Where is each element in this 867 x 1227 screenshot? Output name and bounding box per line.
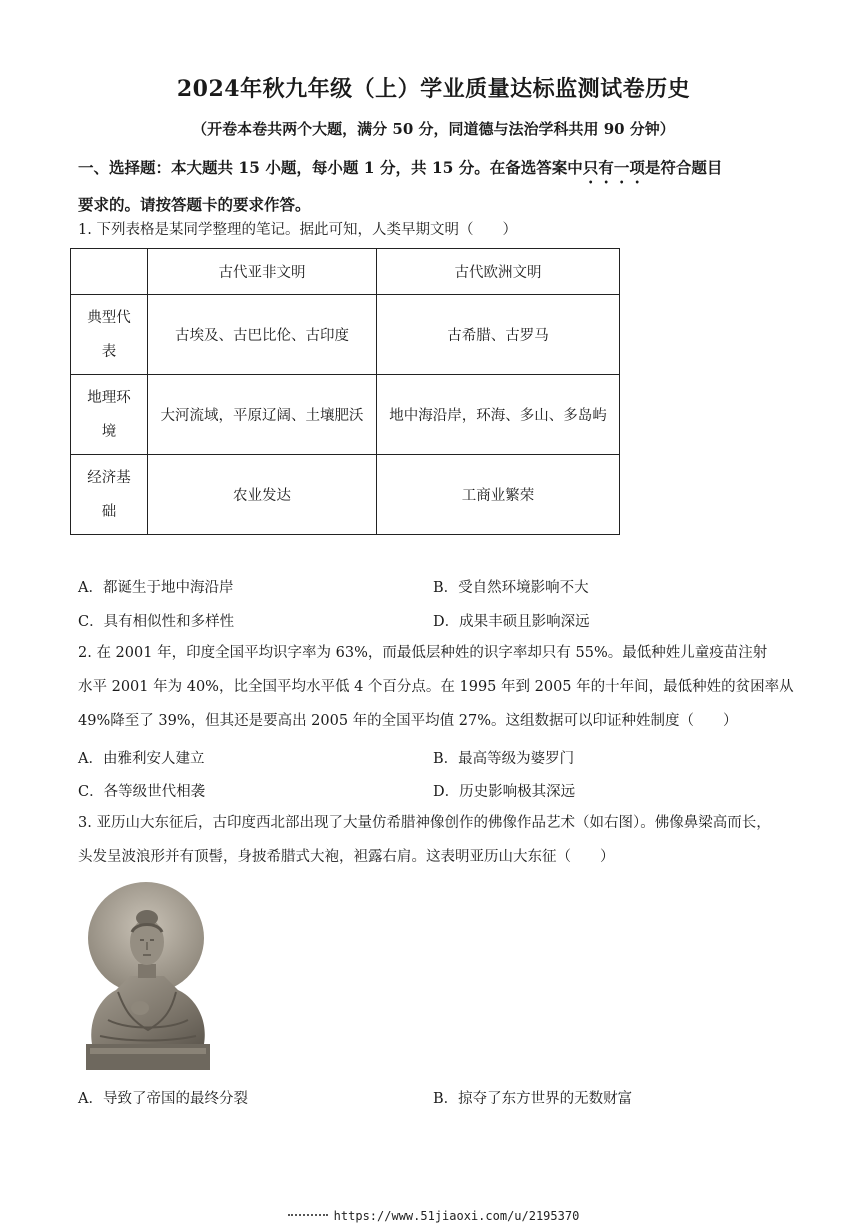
table-cell: 农业发达 bbox=[148, 455, 377, 535]
table-row-label bbox=[71, 295, 148, 375]
q1-option-a: A．都诞生于地中海沿岸 bbox=[78, 580, 234, 596]
footer-watermark bbox=[0, 1209, 867, 1223]
table-header-europe: 古代欧洲文明 bbox=[377, 249, 620, 295]
table-row-label-line: 地理环 bbox=[87, 389, 131, 406]
question-3-line: 3. 亚历山大东征后，古印度西北部出现了大量仿希腊神像创作的佛像作品艺术（如右图）。佛像鼻梁高而长， bbox=[78, 815, 771, 831]
table-cell: 大河流域，平原辽阔、土壤肥沃 bbox=[148, 375, 377, 455]
table-row-label bbox=[71, 455, 148, 535]
section-text-after: 是符合题目 bbox=[644, 158, 723, 177]
section-text-before: 一、选择题：本大题共 15 小题，每小题 1 分，共 15 分。在备选答案中 bbox=[78, 158, 583, 177]
buddha-statue-icon bbox=[78, 880, 216, 1072]
question-3-stem bbox=[78, 806, 798, 874]
q3-option-a: A．导致了帝国的最终分裂 bbox=[78, 1091, 248, 1107]
q2-option-d: D．历史影响极其深远 bbox=[433, 784, 576, 800]
question-3-line: 头发呈波浪形并有顶髻，身披希腊式大袍，袒露右肩。这表明亚历山大东征（ ） bbox=[78, 849, 615, 865]
table-cell: 工商业繁荣 bbox=[377, 455, 620, 535]
footer-url[interactable]: https://www.51jiaoxi.com/u/2195370 bbox=[333, 1209, 580, 1223]
question-2-line: 49%降至了 39%，但其还是要高出 2005 年的全国平均值 27%。这组数据可以印证种姓制度（ ） bbox=[78, 713, 738, 729]
question-2-line: 水平 2001 年为 40%，比全国平均水平低 4 个百分点。在 1995 年到 2005 年的十年间，最低种姓的贫困率从 bbox=[78, 679, 794, 695]
section-instructions-line1 bbox=[78, 150, 798, 187]
question-2-stem bbox=[78, 636, 798, 738]
exam-title: 2024年秋九年级（上）学业质量达标监测试卷历史 bbox=[176, 76, 691, 102]
table-row-label bbox=[71, 375, 148, 455]
q2-option-a: A．由雅利安人建立 bbox=[78, 751, 205, 767]
table-row-label-line: 础 bbox=[101, 503, 117, 520]
table-cell: 地中海沿岸，环海、多山、多岛屿 bbox=[377, 375, 620, 455]
exam-subtitle: （开卷本卷共两个大题，满分 50 分，同道德与法治学科共用 90 分钟） bbox=[192, 120, 675, 138]
q1-option-d: D．成果丰硕且影响深远 bbox=[433, 614, 590, 630]
q1-option-c: C．具有相似性和多样性 bbox=[78, 614, 235, 630]
question-2-line: 2. 在 2001 年，印度全国平均识字率为 63%，而最低层种姓的识字率却只有 55%。最低种姓儿童疫苗注射 bbox=[78, 645, 768, 661]
table-cell: 古希腊、古罗马 bbox=[377, 295, 620, 375]
table-header-blank bbox=[71, 249, 148, 295]
table-row-label-line: 表 bbox=[101, 343, 117, 360]
table-cell: 古埃及、古巴比伦、古印度 bbox=[148, 295, 377, 375]
section-instructions-line2: 要求的。请按答题卡的要求作答。 bbox=[78, 195, 311, 214]
watermark-logo-icon bbox=[288, 1214, 328, 1220]
table-row-label-line: 典型代 bbox=[87, 309, 131, 326]
table-row bbox=[71, 375, 620, 455]
table-row bbox=[71, 295, 620, 375]
q3-option-b: B．掠夺了东方世界的无数财富 bbox=[433, 1091, 633, 1107]
gandhara-buddha-image bbox=[78, 880, 216, 1072]
table-row-label-line: 境 bbox=[101, 423, 117, 440]
q2-option-c: C．各等级世代相袭 bbox=[78, 784, 206, 800]
q2-option-b: B．最高等级为婆罗门 bbox=[433, 751, 575, 767]
table-header-row bbox=[71, 249, 620, 295]
notes-table bbox=[70, 248, 620, 535]
question-1-stem: 1. 下列表格是某同学整理的笔记。据此可知，人类早期文明（ ） bbox=[78, 222, 517, 238]
section-text-emphasis: 只有一项 bbox=[582, 158, 645, 177]
table-row-label-line: 经济基 bbox=[87, 469, 131, 486]
q1-option-b: B．受自然环境影响不大 bbox=[433, 580, 589, 596]
table-header-asia-africa: 古代亚非文明 bbox=[148, 249, 377, 295]
table-row bbox=[71, 455, 620, 535]
